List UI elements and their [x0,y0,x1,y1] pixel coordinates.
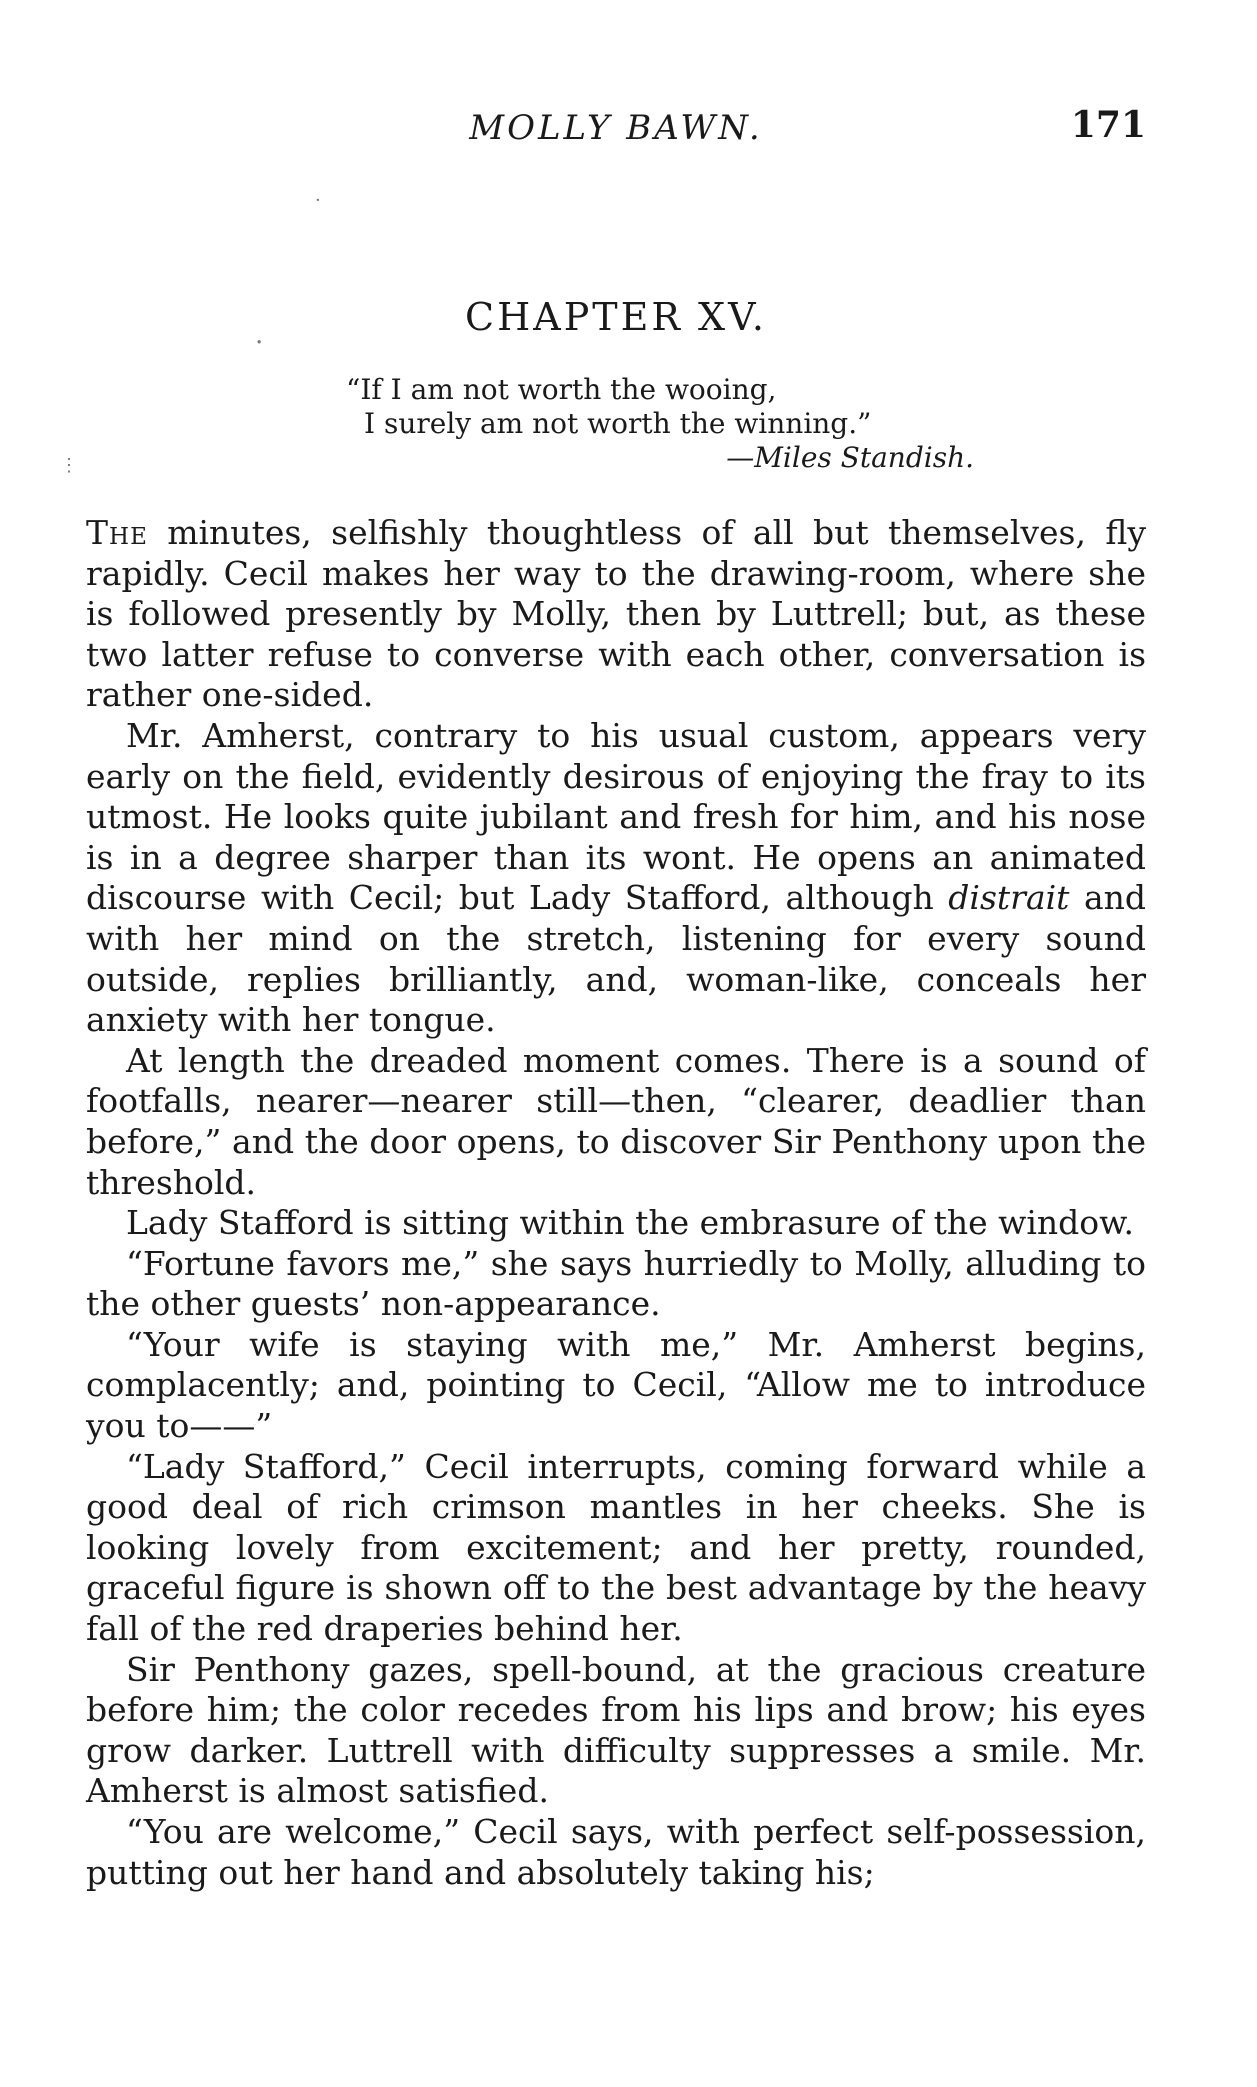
chapter-heading: CHAPTER XV. [465,295,767,339]
paragraph-9: “You are welcome,” Cecil says, with perfect self-possession, putting out her hand and absolutely taking his; [86,1812,1146,1892]
running-title: MOLLY BAWN. [469,108,763,148]
paragraph-3: At length the dreaded moment comes. There is a sound of footfalls, nearer—nearer still—then, “clearer, deadlier than before,” and the door opens, to discover Sir Penthony upon the threshold. [86,1040,1146,1202]
paragraph-5: “Fortune favors me,” she says hurriedly to Molly, alluding to the other guests’ non-appearance. [86,1243,1146,1324]
paragraph-4: Lady Stafford is sitting within the embrasure of the window. [126,1203,1134,1243]
page-number: 171 [1070,104,1146,146]
book-page [86,90,1146,1893]
paragraph-text: Mr. Amherst, contrary to his usual custom, appears very early on the field, evidently desirous of enjoying the fray to its utmost. He looks quite jubilant and fresh for him, and his nose is in a degree sharper than its wont. He opens an animated discourse with Cecil; but Lady Stafford, although [86,715,1146,918]
paragraph-text: and with her mind on the stretch, listening for every sound outside, replies brilliantly, and, woman-like, conceals her anxiety with her tongue. [86,878,1146,1040]
running-head [86,90,1146,150]
paragraph-7: “Lady Stafford,” Cecil interrupts, coming forward while a good deal of rich crimson mantles in her cheeks. She is looking lovely from excitement; and her pretty, rounded, graceful figure is shown off to the best advantage by the heavy fall of the red draperies behind her. [86,1446,1146,1649]
print-speck: · [315,190,321,211]
epigraph-line-1: “If I am not worth the wooing, [346,373,777,406]
epigraph-line-2: I surely am not worth the winning.” [364,407,872,440]
paragraph-6: “Your wife is staying with me,” Mr. Amherst begins, complacently; and, pointing to Cecil, “Allow me to introduce you to——” [86,1324,1146,1446]
epigraph-attribution: —Miles Standish. [726,441,974,474]
paragraph-2 [86,716,1146,1041]
paragraph-lead: The [86,513,148,552]
paragraph-text: minutes, selfishly thoughtless of all but themselves, fly rapidly. Cecil makes her way to the drawing-room, where she is followed presently by Molly, then by Luttrell; but, as these two latter refuse to converse with each other, conversation is rather one-sided. [86,513,1146,715]
epigraph [346,373,986,475]
paragraph-8: Sir Penthony gazes, spell-bound, at the gracious creature before him; the color recedes from his lips and brow; his eyes grow darker. Luttrell with difficulty suppresses a smile. Mr. Amherst is almost satisfied. [86,1649,1146,1811]
body-text [86,513,1146,1893]
paragraph-1 [86,513,1146,716]
print-speck: ⋮ [60,455,78,476]
emphasized-word: distrait [948,878,1070,918]
print-speck: . [255,320,264,350]
